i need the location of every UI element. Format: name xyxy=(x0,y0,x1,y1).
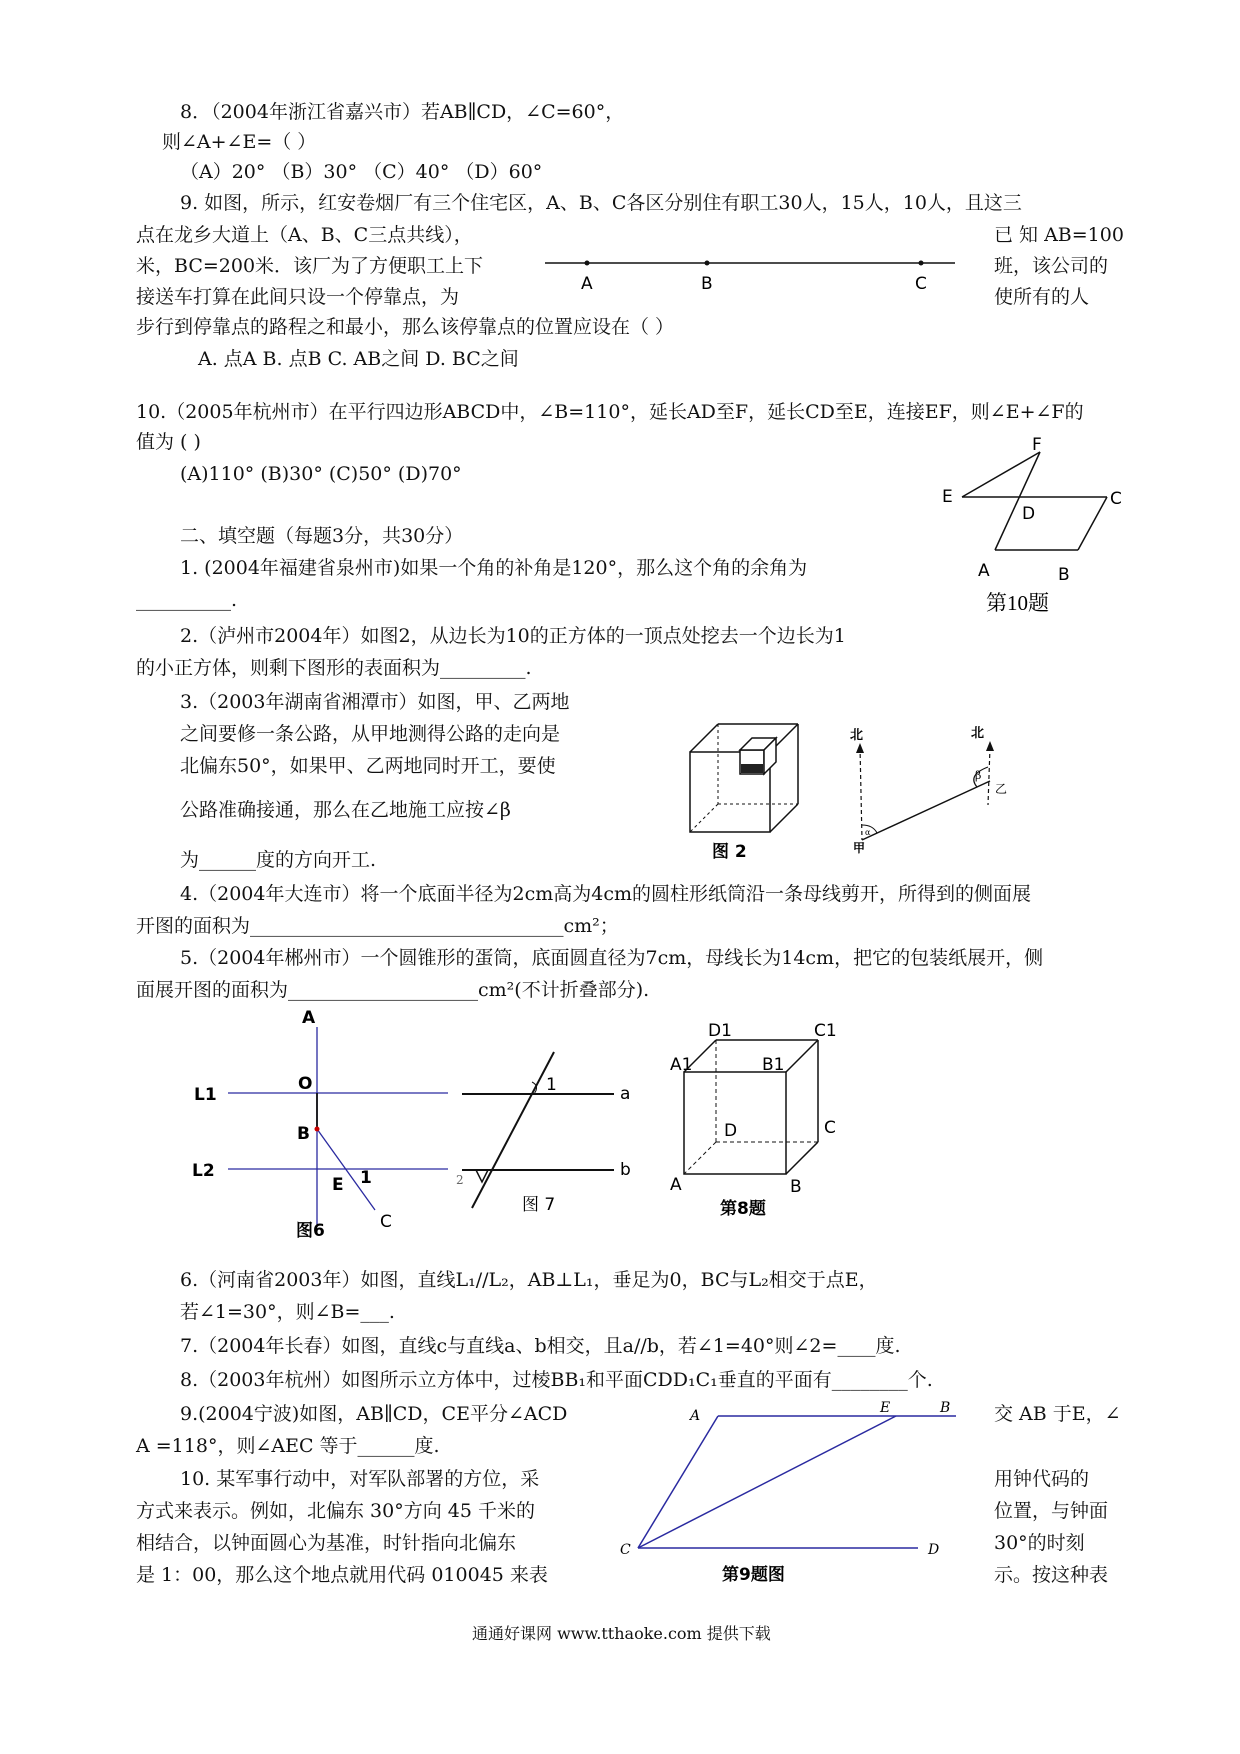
alpha-label: α xyxy=(865,828,871,837)
f3-line4: 公路准确接通，那么在乙地施工应按∠β xyxy=(180,799,511,821)
f3-line1: 3.（2003年湖南省湘潭市）如图，甲、乙两地 xyxy=(180,691,570,713)
fig8-label-a1: A1 xyxy=(670,1055,693,1075)
fig10-label-b: B xyxy=(1058,565,1070,585)
q9-line4: 接送车打算在此间只设一个停靠点，为 xyxy=(136,286,460,308)
fig7-label-b: b xyxy=(620,1160,631,1180)
fig8-label-a: A xyxy=(670,1175,682,1195)
q9-line2: 点在龙乡大道上（A、B、C三点共线）， xyxy=(136,224,473,246)
f4-line1: 4.（2004年大连市）将一个底面半径为2cm高为4cm的圆柱形纸筒沿一条母线剪开，所得到的侧面展 xyxy=(180,883,1031,905)
fig10-label-e: E xyxy=(942,487,953,507)
f5-line1: 5.（2004年郴州市）一个圆锥形的蛋筒，底面圆直径为7cm，母线长为14cm，把它的包装纸展开，侧 xyxy=(180,947,1044,969)
q9-line5: 步行到停靠点的路程之和最小，那么该停靠点的位置应设在（ ） xyxy=(136,316,675,338)
fig9-label-b: B xyxy=(940,1400,951,1416)
fig8-label-c1: C1 xyxy=(814,1021,837,1041)
fig8-label-d: D xyxy=(724,1121,738,1141)
f10-line2-right: 位置，与钟面 xyxy=(994,1500,1109,1522)
fig6-label-l2: L2 xyxy=(192,1161,215,1181)
fig8-cube xyxy=(664,1021,844,1220)
line-label-c: C xyxy=(915,274,927,294)
f10-line3-right: 30°的时刻 xyxy=(994,1532,1085,1554)
q9-line2-right: 已 知 AB=100 xyxy=(994,224,1124,246)
fig10-label-c: C xyxy=(1110,489,1122,509)
fig7-label-a: a xyxy=(620,1084,631,1104)
q9-line1: 9. 如图，所示，红安卷烟厂有三个住宅区，A、B、C各区分别住有职工30人，15人，10人，且这三 xyxy=(180,192,1022,214)
fig7 xyxy=(452,1050,642,1215)
fig10-parallelogram xyxy=(940,435,1130,617)
f10-line2: 方式来表示。例如，北偏东 30°方向 45 千米的 xyxy=(136,1500,535,1522)
line-label-b: B xyxy=(701,274,713,294)
f2-line2: 的小正方体，则剩下图形的表面积为_________. xyxy=(136,657,532,679)
page-footer: 通通好课网 www.tthaoke.com 提供下载 xyxy=(472,1624,771,1643)
fig10-label-d: D xyxy=(1022,504,1036,524)
f6-line1: 6.（河南省2003年）如图，直线L₁//L₂，AB⊥L₁，垂足为0，BC与L₂相交于点E， xyxy=(180,1269,878,1291)
f8-line: 8.（2003年杭州）如图所示立方体中，过棱BB₁和平面CDD₁C₁垂直的平面有________个. xyxy=(180,1369,933,1391)
fig2-caption: 图 2 xyxy=(712,842,747,862)
q10-line2: 值为 ( ) xyxy=(136,431,201,453)
f7-line: 7.（2004年长春）如图，直线c与直线a、b相交，且a//b，若∠1=40°则∠2=____度. xyxy=(180,1335,901,1357)
f1-line1: 1. (2004年福建省泉州市)如果一个角的补角是120°，那么这个角的余角为 xyxy=(180,557,808,579)
fig8-caption: 第8题 xyxy=(720,1199,766,1219)
q8-options: （A）20° （B）30° （C）40° （D）60° xyxy=(180,161,543,183)
fig6-label-a: A xyxy=(302,1008,316,1028)
f1-line2: __________. xyxy=(136,589,238,611)
q8-line1: 8．（2004年浙江省嘉兴市）若AB∥CD，∠C=60°， xyxy=(180,101,625,123)
fig8-label-b: B xyxy=(790,1177,802,1197)
fig6-label-1: 1 xyxy=(360,1168,372,1188)
f5-line2: 面展开图的面积为____________________cm²(不计折叠部分). xyxy=(136,979,650,1001)
f10-line1-right: 用钟代码的 xyxy=(994,1468,1090,1490)
f6-line2: 若∠1=30°，则∠B=___. xyxy=(180,1301,395,1323)
q9-options: A. 点A B. 点B C. AB之间 D. BC之间 xyxy=(198,348,519,370)
fig8-label-d1: D1 xyxy=(708,1021,732,1041)
f9-line2: A =118°，则∠AEC 等于______度. xyxy=(136,1435,440,1457)
fig6 xyxy=(190,1005,460,1241)
f3-line2: 之间要修一条公路，从甲地测得公路的走向是 xyxy=(180,723,561,745)
f9-line1-right: 交 AB 于E，∠ xyxy=(994,1403,1121,1425)
beta-label: β xyxy=(975,769,982,782)
f10-line1: 10. 某军事行动中，对军队部署的方位，采 xyxy=(180,1468,540,1490)
fig6-label-c: C xyxy=(380,1212,392,1232)
f2-line1: 2.（泸州市2004年）如图2，从边长为10的正方体的一顶点处挖去一个边长为1 xyxy=(180,625,846,647)
compass-figure xyxy=(845,725,1008,855)
yi-label: 乙 xyxy=(995,782,1008,796)
north-label-jia: 北 xyxy=(850,728,864,743)
line-abc-figure xyxy=(545,255,965,295)
jia-label: 甲 xyxy=(853,841,866,855)
fig6-label-e: E xyxy=(332,1175,344,1195)
fig2-cube xyxy=(688,722,803,862)
fig10-caption: 第10题 xyxy=(986,591,1049,615)
fig9-label-e: E xyxy=(880,1400,891,1416)
fig7-caption: 图 7 xyxy=(522,1195,556,1215)
q10-options: (A)110° (B)30° (C)50° (D)70° xyxy=(180,463,462,485)
fig7-label-2: 2 xyxy=(456,1173,464,1187)
q9-line4-right: 使所有的人 xyxy=(994,286,1090,308)
f3-line5: 为______度的方向开工. xyxy=(180,849,377,871)
fig8-label-b1: B1 xyxy=(762,1055,785,1075)
q9-line3-right: 班，该公司的 xyxy=(994,255,1109,277)
f10-line4: 是 1：00，那么这个地点就用代码 010045 来表 xyxy=(136,1564,548,1586)
f10-line4-right: 示。按这种表 xyxy=(994,1564,1109,1586)
fig10-label-f: F xyxy=(1032,435,1042,455)
line-label-a: A xyxy=(581,274,593,294)
fig6-label-b: B xyxy=(297,1124,310,1144)
q10-line1: 10.（2005年杭州市）在平行四边形ABCD中，∠B=110°，延长AD至F，延长CD至E，连接EF，则∠E+∠F的 xyxy=(136,401,1084,423)
fig8-label-c: C xyxy=(824,1118,836,1138)
fig9 xyxy=(618,1398,968,1583)
fig9-label-a: A xyxy=(690,1408,701,1424)
fig9-label-c: C xyxy=(620,1542,631,1558)
fig6-label-o: O xyxy=(298,1074,313,1094)
f9-line1: 9.(2004宁波)如图，AB∥CD，CE平分∠ACD xyxy=(180,1403,568,1425)
f4-line2: 开图的面积为_________________________________cm²； xyxy=(136,915,619,937)
q9-line3: 米，BC=200米．该厂为了方便职工上下 xyxy=(136,255,484,277)
fig6-caption: 图6 xyxy=(296,1221,325,1241)
fig9-caption: 第9题图 xyxy=(722,1565,785,1585)
fig10-label-a: A xyxy=(978,561,990,581)
f10-line3: 相结合，以钟面圆心为基准，时针指向北偏东 xyxy=(136,1532,517,1554)
north-label-yi: 北 xyxy=(971,726,985,741)
q8-line2: 则∠A+∠E=（ ） xyxy=(162,131,317,153)
fig7-label-1: 1 xyxy=(546,1075,557,1095)
section-fill-in-title: 二、填空题（每题3分，共30分） xyxy=(180,525,464,547)
f3-line3: 北偏东50°，如果甲、乙两地同时开工，要使 xyxy=(180,755,556,777)
fig9-label-d: D xyxy=(928,1542,940,1558)
fig6-label-l1: L1 xyxy=(194,1085,217,1105)
